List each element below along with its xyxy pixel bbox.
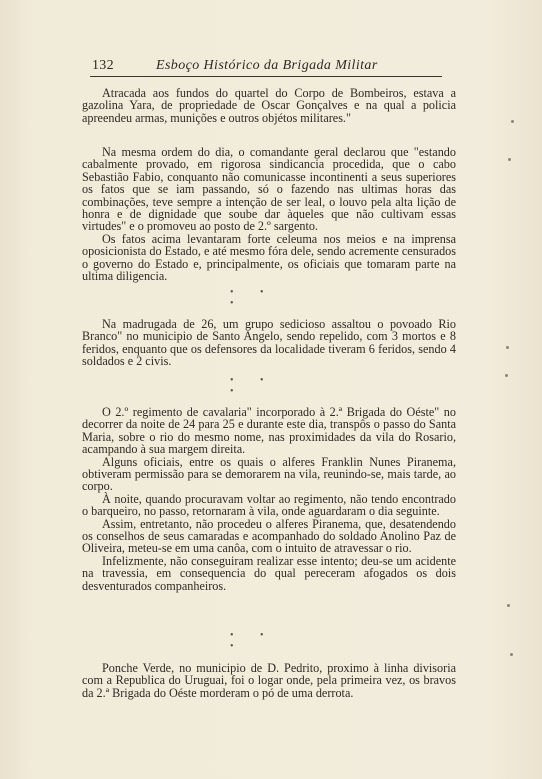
margin-speck (505, 374, 508, 377)
running-head (90, 58, 442, 77)
margin-speck (510, 653, 513, 656)
text-block-ponche-verde (82, 662, 456, 699)
text-block-quote-end (82, 87, 456, 124)
text-block-santa-maria (82, 406, 456, 592)
paragraph: Alguns oficiais, entre os quais o alferes Franklin Nunes Piranema, obtiveram permissão para se demorarem na vila, reunindo-se, mais tarde, ao corpo. (82, 454, 456, 494)
paragraph: Assim, entretanto, não procedeu o alferes Piranema, que, desatendendo os conselhos de seus camaradas e acompanhado do soldado Anolino Paz de Oliveira, meteu-se em uma canôa, com o intuito de atravessar o rio. (82, 516, 456, 556)
margin-speck (507, 604, 510, 607)
text-block-rio-branco (82, 318, 456, 368)
paragraph: Infelizmente, não conseguiram realizar esse intento; deu-se um acidente na travessia, em consequencia do qual pereceram afogados os dois desventurados companheiros. (82, 553, 456, 593)
paragraph: À noite, quando procuravam voltar ao regimento, não tendo encontrado o barqueiro, no passo, retornaram à vila, onde aguardaram o dia seguinte. (82, 491, 456, 519)
paragraph: Os fatos acima levantaram forte celeuma nos meios e na imprensa oposicionista do Estado, e até mesmo fóra dele, sendo acremente censurados o governo do Estado e, principalmente, os oficiais que tomaram parte na ultima diligencia. (82, 231, 456, 284)
paragraph: Na mesma ordem do dia, o comandante geral declarou que "estando cabalmente provado, em rigorosa sindicancia procedida, que o cabo Sebastião Fabio, conquanto não comunicasse incontinenti a seus superiores os fatos que se iam passando, só o fazendo nas ultimas horas das combinações, teve sempre a intenção de ser leal, o louvo pela alta lição de honra e de dignidade que soube dar àqueles que não cultivam essas virtudes" e o promoveu ao posto de 2.º sargento. (82, 145, 456, 234)
section-separator: • • • (230, 287, 276, 309)
paragraph: Ponche Verde, no municipio de D. Pedrito, proximo à linha divisoria com a Republica do Uruguai, foi o logar onde, pela primeira vez, os bravos da 2.ª Brigada do Oéste morderam o pó de uma derrota. (82, 661, 456, 700)
paragraph: Na madrugada de 26, um grupo sedicioso assaltou o povoado Rio Branco" no municipio de Santo Angelo, sendo repelido, com 3 mortos e 8 feridos, enquanto que os defensores da localidade tiveram 6 feridos, sendo 4 soldados e 2 civis. (82, 317, 456, 369)
section-separator: • • • (230, 630, 276, 652)
book-title: Esboço Histórico da Brigada Militar (156, 58, 378, 73)
section-separator: • • • (230, 375, 276, 397)
margin-speck (508, 158, 511, 161)
margin-speck (511, 120, 514, 123)
paragraph: Atracada aos fundos do quartel do Corpo de Bombeiros, estava a gazolina Yara, de propriedade de Oscar Gonçalves e na qual a policia apreendeu armas, munições e outros objétos militares." (82, 86, 456, 125)
page-number: 132 (92, 58, 114, 73)
paragraph: O 2.º regimento de cavalaria" incorporado à 2.ª Brigada do Oéste" no decorrer da noite de 24 para 25 e durante este dia, transpôs o passo do Santa Maria, sobre o rio do mesmo nome, nas proximidades da vila do Rosario, acampando à sua margem direita. (82, 405, 456, 457)
text-block-order-of-day (82, 146, 456, 282)
margin-speck (506, 346, 509, 349)
